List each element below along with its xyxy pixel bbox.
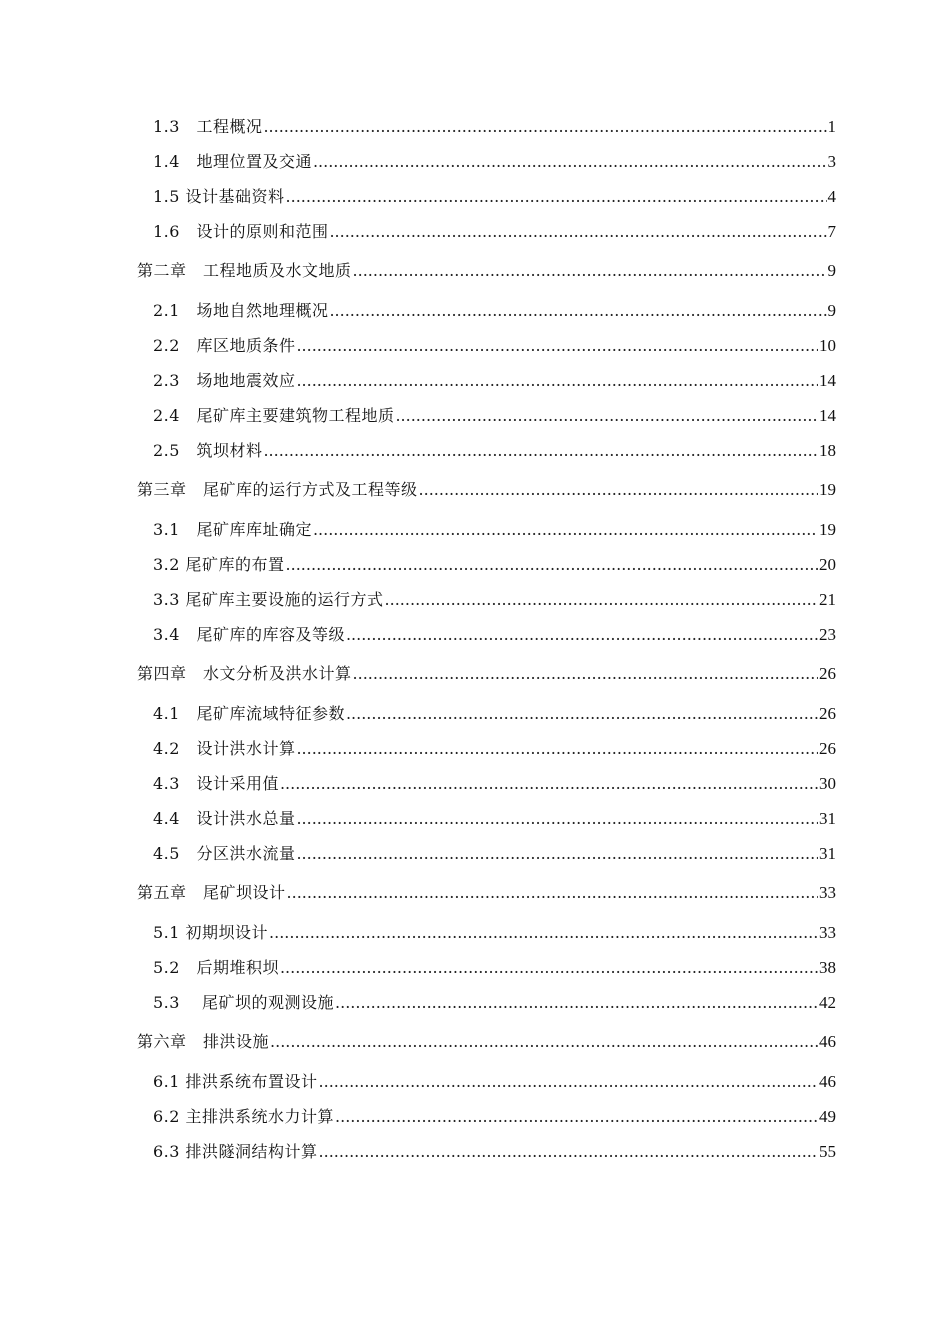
toc-entry-label: 6.2 主排洪系统水力计算 xyxy=(153,1107,335,1126)
toc-dot-leader xyxy=(319,1064,818,1099)
toc-dot-leader xyxy=(335,1099,818,1134)
toc-section-entry[interactable] xyxy=(153,1064,836,1099)
toc-page-number: 31 xyxy=(819,844,836,863)
toc-page-number: 14 xyxy=(819,371,836,390)
toc-entry-label: 3.1 尾矿库库址确定 xyxy=(153,520,312,539)
toc-page-number: 26 xyxy=(819,739,836,758)
toc-page-number: 23 xyxy=(819,625,836,644)
toc-section-entry[interactable] xyxy=(153,547,836,582)
toc-entry-label: 3.4 尾矿库的库容及等级 xyxy=(153,625,345,644)
toc-page-number: 9 xyxy=(827,301,836,320)
toc-dot-leader xyxy=(313,144,827,179)
toc-entry-label: 5.1 初期坝设计 xyxy=(153,923,269,942)
toc-chapter-entry[interactable] xyxy=(137,871,836,915)
toc-entry-label: 4.1 尾矿库流域特征参数 xyxy=(153,704,345,723)
toc-dot-leader xyxy=(270,1020,818,1064)
toc-dot-leader xyxy=(353,652,818,696)
toc-dot-leader xyxy=(313,512,818,547)
toc-section-entry[interactable] xyxy=(153,696,836,731)
toc-section-entry[interactable] xyxy=(153,144,836,179)
toc-entry-label: 第五章 尾矿坝设计 xyxy=(137,883,286,902)
toc-section-entry[interactable] xyxy=(153,179,836,214)
toc-section-entry[interactable] xyxy=(153,950,836,985)
toc-dot-leader xyxy=(353,249,827,293)
toc-entry-label: 第二章 工程地质及水文地质 xyxy=(137,261,352,280)
toc-entry-label: 3.3 尾矿库主要设施的运行方式 xyxy=(153,590,384,609)
toc-dot-leader xyxy=(296,836,818,871)
toc-page-number: 38 xyxy=(819,958,836,977)
toc-section-entry[interactable] xyxy=(153,328,836,363)
toc-chapter-entry[interactable] xyxy=(137,652,836,696)
toc-page-number: 19 xyxy=(819,520,836,539)
toc-page-number: 33 xyxy=(819,923,836,942)
toc-page-number: 26 xyxy=(819,664,836,683)
toc-section-entry[interactable] xyxy=(153,836,836,871)
toc-entry-label: 1.5 设计基础资料 xyxy=(153,187,285,206)
toc-section-entry[interactable] xyxy=(153,985,836,1020)
toc-page-number: 49 xyxy=(819,1107,836,1126)
toc-section-entry[interactable] xyxy=(153,109,836,144)
toc-section-entry[interactable] xyxy=(153,214,836,249)
toc-dot-leader xyxy=(296,328,818,363)
toc-entry-label: 5.3 尾矿坝的观测设施 xyxy=(153,993,335,1012)
toc-entry-label: 2.1 场地自然地理概况 xyxy=(153,301,329,320)
toc-entry-label: 2.3 场地地震效应 xyxy=(153,371,296,390)
toc-entry-label: 2.5 筑坝材料 xyxy=(153,441,263,460)
toc-entry-label: 4.2 设计洪水计算 xyxy=(153,739,296,758)
toc-page-number: 21 xyxy=(819,590,836,609)
toc-entry-label: 第六章 排洪设施 xyxy=(137,1032,270,1051)
toc-page-number: 9 xyxy=(827,261,836,280)
toc-entry-label: 2.2 库区地质条件 xyxy=(153,336,296,355)
toc-entry-label: 4.3 设计采用值 xyxy=(153,774,279,793)
toc-page-number: 14 xyxy=(819,406,836,425)
toc-dot-leader xyxy=(269,915,818,950)
toc-dot-leader xyxy=(286,547,818,582)
toc-dot-leader xyxy=(385,582,818,617)
toc-page-number: 4 xyxy=(827,187,836,206)
toc-page-number: 7 xyxy=(827,222,836,241)
toc-section-entry[interactable] xyxy=(153,582,836,617)
toc-page-number: 10 xyxy=(819,336,836,355)
toc-dot-leader xyxy=(346,617,818,652)
table-of-contents xyxy=(0,109,950,1169)
toc-section-entry[interactable] xyxy=(153,398,836,433)
toc-section-entry[interactable] xyxy=(153,363,836,398)
toc-dot-leader xyxy=(263,109,826,144)
toc-dot-leader xyxy=(296,363,818,398)
toc-page-number: 33 xyxy=(819,883,836,902)
toc-page-number: 31 xyxy=(819,809,836,828)
toc-entry-label: 4.5 分区洪水流量 xyxy=(153,844,296,863)
toc-dot-leader xyxy=(329,293,826,328)
toc-section-entry[interactable] xyxy=(153,293,836,328)
toc-entry-label: 1.6 设计的原则和范围 xyxy=(153,222,329,241)
toc-entry-label: 5.2 后期堆积坝 xyxy=(153,958,279,977)
toc-section-entry[interactable] xyxy=(153,915,836,950)
toc-dot-leader xyxy=(319,1134,818,1169)
toc-dot-leader xyxy=(395,398,818,433)
toc-dot-leader xyxy=(280,950,818,985)
toc-section-entry[interactable] xyxy=(153,801,836,836)
toc-section-entry[interactable] xyxy=(153,617,836,652)
toc-dot-leader xyxy=(296,731,818,766)
toc-chapter-entry[interactable] xyxy=(137,1020,836,1064)
toc-entry-label: 3.2 尾矿库的布置 xyxy=(153,555,285,574)
toc-page-number: 19 xyxy=(819,480,836,499)
toc-dot-leader xyxy=(329,214,826,249)
toc-page-number: 26 xyxy=(819,704,836,723)
toc-page-number: 46 xyxy=(819,1032,836,1051)
toc-dot-leader xyxy=(286,179,827,214)
toc-page-number: 3 xyxy=(827,152,836,171)
toc-entry-label: 6.3 排洪隧洞结构计算 xyxy=(153,1142,318,1161)
toc-chapter-entry[interactable] xyxy=(137,249,836,293)
toc-page-number: 18 xyxy=(819,441,836,460)
toc-page-number: 20 xyxy=(819,555,836,574)
toc-chapter-entry[interactable] xyxy=(137,468,836,512)
toc-entry-label: 6.1 排洪系统布置设计 xyxy=(153,1072,318,1091)
toc-section-entry[interactable] xyxy=(153,766,836,801)
toc-page-number: 30 xyxy=(819,774,836,793)
toc-section-entry[interactable] xyxy=(153,433,836,468)
toc-page-number: 1 xyxy=(827,117,836,136)
toc-section-entry[interactable] xyxy=(153,731,836,766)
toc-entry-label: 第四章 水文分析及洪水计算 xyxy=(137,664,352,683)
toc-page-number: 42 xyxy=(819,993,836,1012)
toc-entry-label: 1.3 工程概况 xyxy=(153,117,263,136)
toc-section-entry[interactable] xyxy=(153,512,836,547)
toc-dot-leader xyxy=(287,871,818,915)
toc-entry-label: 2.4 尾矿库主要建筑物工程地质 xyxy=(153,406,395,425)
toc-entry-label: 1.4 地理位置及交通 xyxy=(153,152,312,171)
toc-page-number: 55 xyxy=(819,1142,836,1161)
toc-entry-label: 第三章 尾矿库的运行方式及工程等级 xyxy=(137,480,418,499)
toc-section-entry[interactable] xyxy=(153,1099,836,1134)
toc-entry-label: 4.4 设计洪水总量 xyxy=(153,809,296,828)
toc-page-number: 46 xyxy=(819,1072,836,1091)
toc-section-entry[interactable] xyxy=(153,1134,836,1169)
toc-dot-leader xyxy=(335,985,818,1020)
toc-dot-leader xyxy=(419,468,818,512)
toc-dot-leader xyxy=(280,766,818,801)
toc-dot-leader xyxy=(296,801,818,836)
toc-dot-leader xyxy=(263,433,818,468)
toc-dot-leader xyxy=(346,696,818,731)
